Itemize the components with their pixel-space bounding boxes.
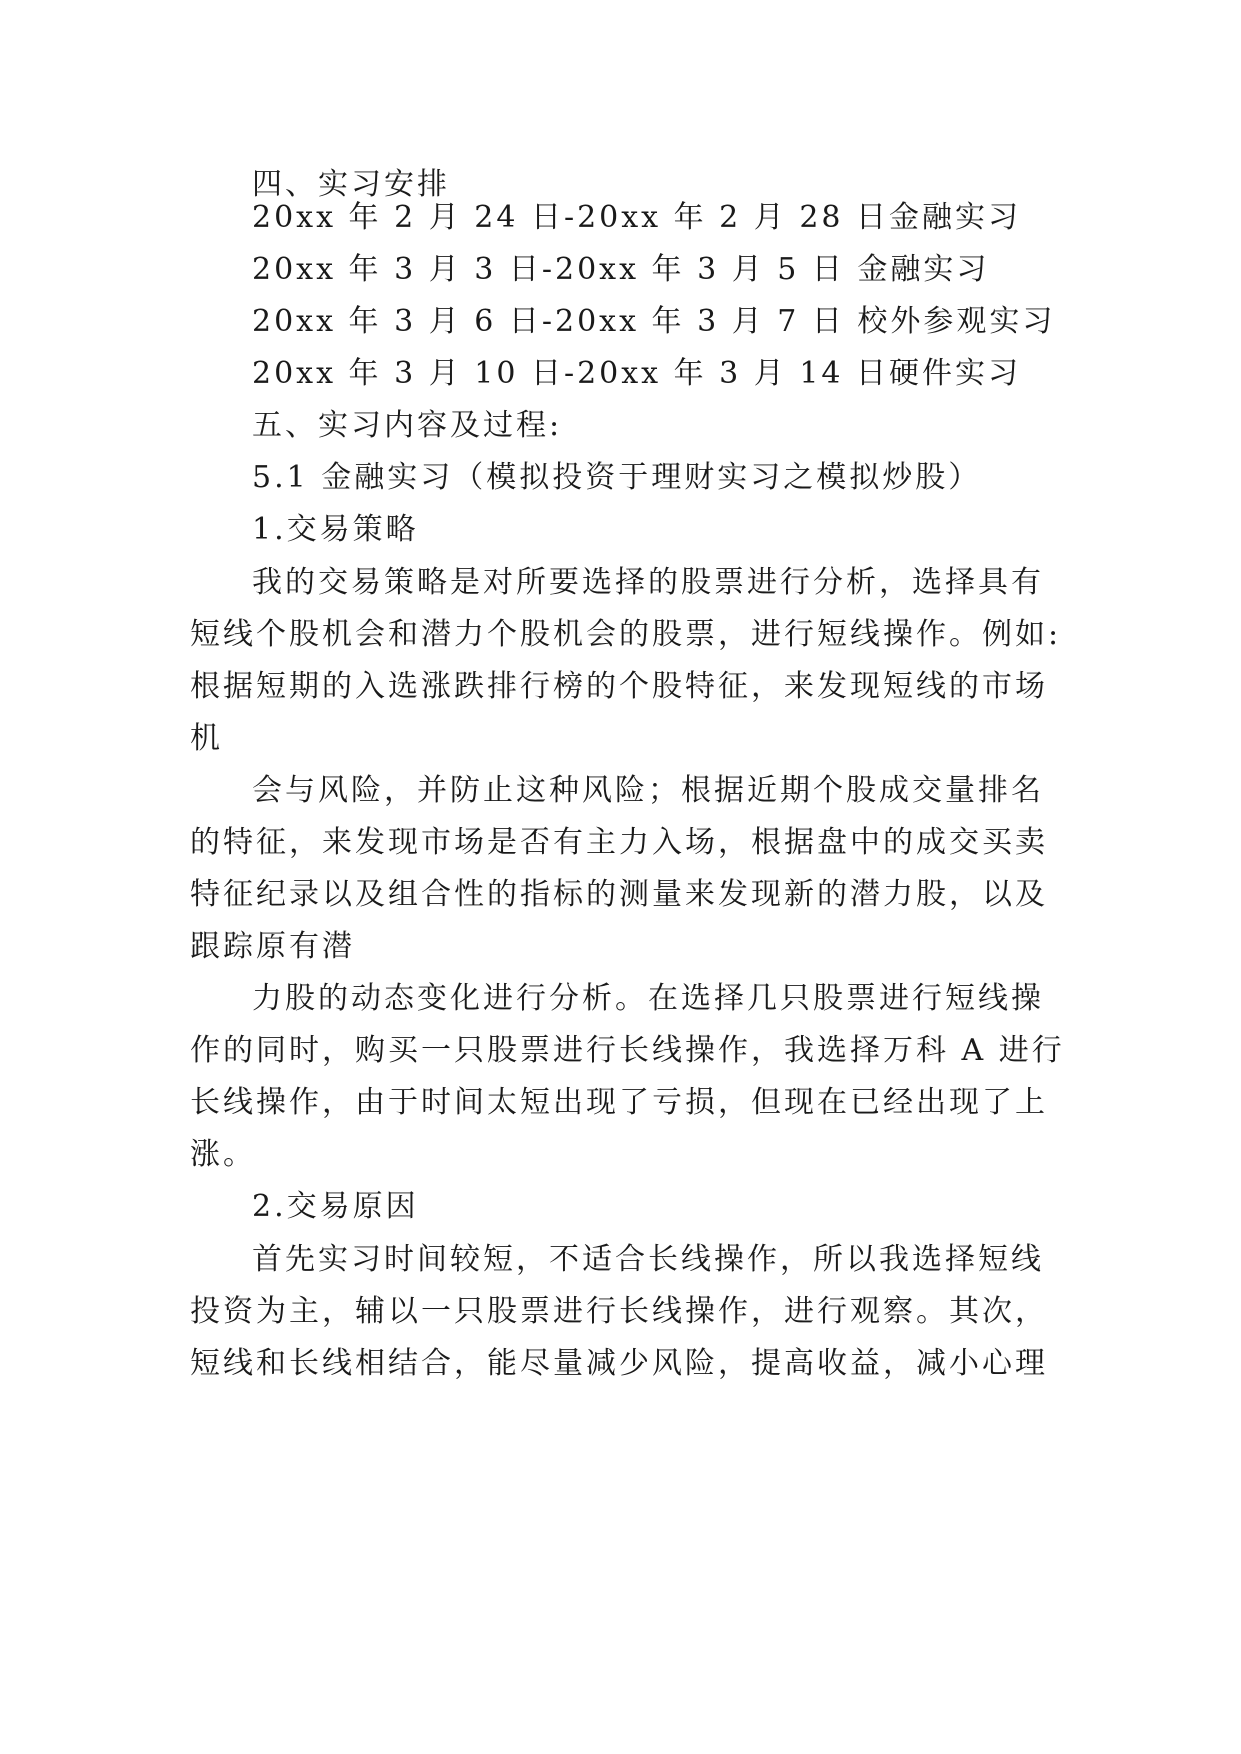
paragraph-line: 首先实习时间较短，不适合长线操作，所以我选择短线 xyxy=(252,1242,1044,1277)
paragraph-line: 短线个股机会和潜力个股机会的股票，进行短线操作。例如: xyxy=(190,617,1062,652)
schedule-line: 20xx 年 3 月 10 日-20xx 年 3 月 14 日硬件实习 xyxy=(252,356,1022,391)
section-heading: 四、实习安排 xyxy=(252,167,450,202)
paragraph-line: 特征纪录以及组合性的指标的测量来发现新的潜力股，以及 xyxy=(190,877,1048,912)
paragraph-line: 会与风险，并防止这种风险；根据近期个股成交量排名 xyxy=(252,773,1044,808)
paragraph-line: 的特征，来发现市场是否有主力入场，根据盘中的成交买卖 xyxy=(190,825,1048,860)
section-heading: 五、实习内容及过程: xyxy=(252,408,563,443)
schedule-line: 20xx 年 3 月 3 日-20xx 年 3 月 5 日 金融实习 xyxy=(252,252,990,287)
subsection-heading: 2.交易原因 xyxy=(252,1189,419,1224)
paragraph-line: 根据短期的入选涨跌排行榜的个股特征，来发现短线的市场 xyxy=(190,669,1048,704)
paragraph-line: 短线和长线相结合，能尽量减少风险，提高收益，减小心理 xyxy=(190,1346,1048,1381)
schedule-line: 20xx 年 3 月 6 日-20xx 年 3 月 7 日 校外参观实习 xyxy=(252,304,1056,339)
paragraph-line: 涨。 xyxy=(190,1137,256,1172)
subsection-heading: 5.1 金融实习（模拟投资于理财实习之模拟炒股） xyxy=(252,460,982,495)
paragraph-line: 力股的动态变化进行分析。在选择几只股票进行短线操 xyxy=(252,981,1044,1016)
schedule-line: 20xx 年 2 月 24 日-20xx 年 2 月 28 日金融实习 xyxy=(252,200,1022,235)
paragraph-line: 长线操作，由于时间太短出现了亏损，但现在已经出现了上 xyxy=(190,1085,1048,1120)
paragraph-line: 我的交易策略是对所要选择的股票进行分析，选择具有 xyxy=(252,565,1044,600)
paragraph-line: 作的同时，购买一只股票进行长线操作，我选择万科 A 进行 xyxy=(190,1033,1065,1068)
paragraph-line: 机 xyxy=(190,721,223,756)
subsection-heading: 1.交易策略 xyxy=(252,512,419,547)
paragraph-line: 投资为主，辅以一只股票进行长线操作，进行观察。其次， xyxy=(190,1294,1048,1329)
paragraph-line: 跟踪原有潜 xyxy=(190,929,355,964)
